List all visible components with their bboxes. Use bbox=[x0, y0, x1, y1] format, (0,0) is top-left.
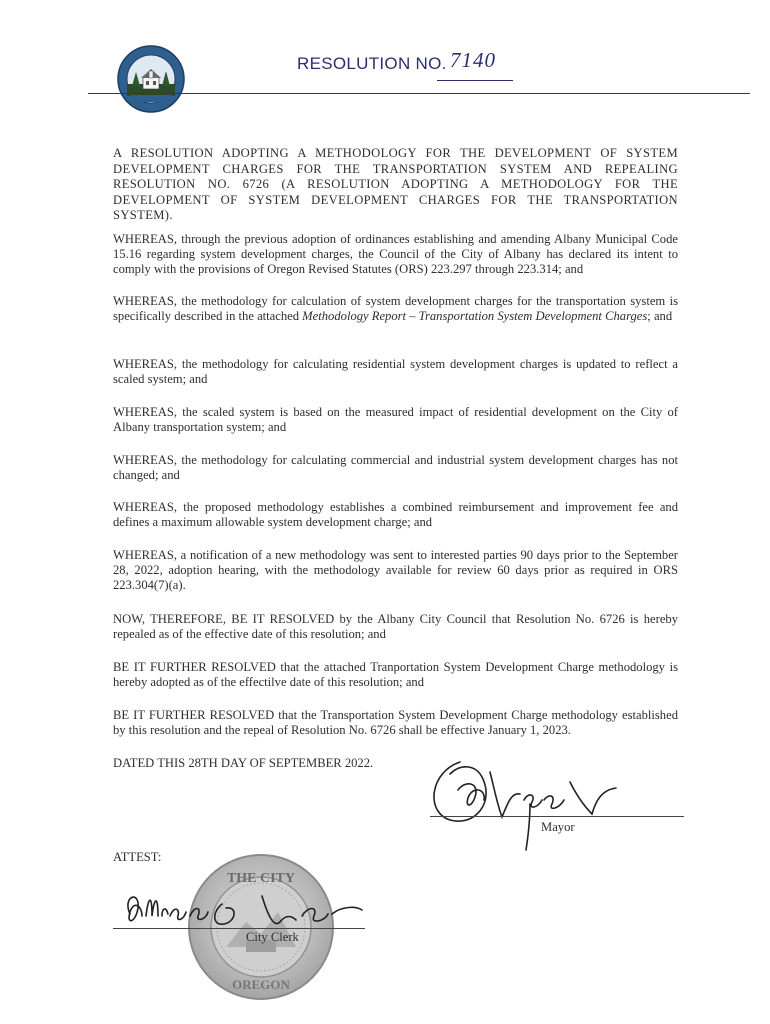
dated-line: DATED THIS 28TH DAY OF SEPTEMBER 2022. bbox=[113, 756, 374, 770]
whereas-paragraph-5: WHEREAS, the methodology for calculating commercial and industrial system development charges has not changed; and bbox=[113, 453, 678, 483]
methodology-report-title: Methodology Report – Transportation System Development Charges bbox=[302, 309, 648, 324]
whereas-2-text: WHEREAS, the methodology for calculation of system development charges for the transportation system is specifically described in the attached bbox=[113, 294, 678, 324]
attest-label: ATTEST: bbox=[113, 850, 162, 864]
header-rule bbox=[88, 93, 750, 94]
mayor-signature bbox=[420, 742, 640, 852]
resolution-title: RESOLUTION NO. bbox=[297, 54, 447, 73]
whereas-paragraph-3: WHEREAS, the methodology for calculating residential system development charges is updated to reflect a scaled system; and bbox=[113, 357, 678, 387]
city-clerk-label: City Clerk bbox=[246, 930, 299, 944]
resolution-heading-paragraph: A RESOLUTION ADOPTING A METHODOLOGY FOR THE DEVELOPMENT OF SYSTEM DEVELOPMENT CHARGES FOR THE TRANSPORTATION SYSTEM AND REPEALING RESOLUTION NO. 6726 (A RESOLUTION ADOPTING A METHODOLOGY FOR THE DEVELOPMENT OF SYSTEM DEVELOPMENT CHARGES FOR THE TRANSPORTATION SYSTEM). bbox=[113, 146, 678, 223]
resolved-paragraph-2: BE IT FURTHER RESOLVED that the attached Tranportation System Development Charge methodology is hereby adopted as of the effectilve date of this resolution; and bbox=[113, 660, 678, 690]
resolved-paragraph-3: BE IT FURTHER RESOLVED that the Transportation System Development Charge methodology established by this resolution and the repeal of Resolution No. 6726 shall be effective January 1, 2023. bbox=[113, 708, 678, 738]
mayor-label: Mayor bbox=[541, 820, 575, 834]
mayor-signature-line bbox=[430, 816, 684, 817]
whereas-paragraph-6: WHEREAS, the proposed methodology establishes a combined reimbursement and improvement fee and defines a maximum allowable system development charge; and bbox=[113, 500, 678, 530]
whereas-paragraph-4: WHEREAS, the scaled system is based on the measured impact of residential development on the City of Albany transportation system; and bbox=[113, 405, 678, 435]
whereas-paragraph-7: WHEREAS, a notification of a new methodology was sent to interested parties 90 days prior to the September 28, 2022, adoption hearing, with the methodology available for review 60 days prior as required in ORS 223.304(7)(a). bbox=[113, 548, 678, 593]
city-seal-logo bbox=[116, 44, 186, 114]
resolution-number: 7140 bbox=[450, 48, 496, 72]
svg-text:THE CITY: THE CITY bbox=[226, 871, 296, 886]
whereas-paragraph-1: WHEREAS, through the previous adoption of ordinances establishing and amending Albany Municipal Code 15.16 regarding system development charges, the Council of the City of Albany has declared its intent to comply with the provisions of Oregon Revised Statutes (ORS) 223.297 through 223.314; and bbox=[113, 232, 678, 277]
resolution-number-underline bbox=[437, 80, 513, 81]
clerk-signature-line bbox=[113, 928, 365, 929]
city-clerk-signature bbox=[112, 876, 372, 946]
whereas-2-end: ; and bbox=[647, 309, 673, 324]
whereas-paragraph-2 bbox=[113, 294, 678, 324]
svg-text:OREGON: OREGON bbox=[232, 977, 290, 992]
resolved-paragraph-1: NOW, THEREFORE, BE IT RESOLVED by the Albany City Council that Resolution No. 6726 is hereby repealed as of the effective date of this resolution; and bbox=[113, 612, 678, 642]
